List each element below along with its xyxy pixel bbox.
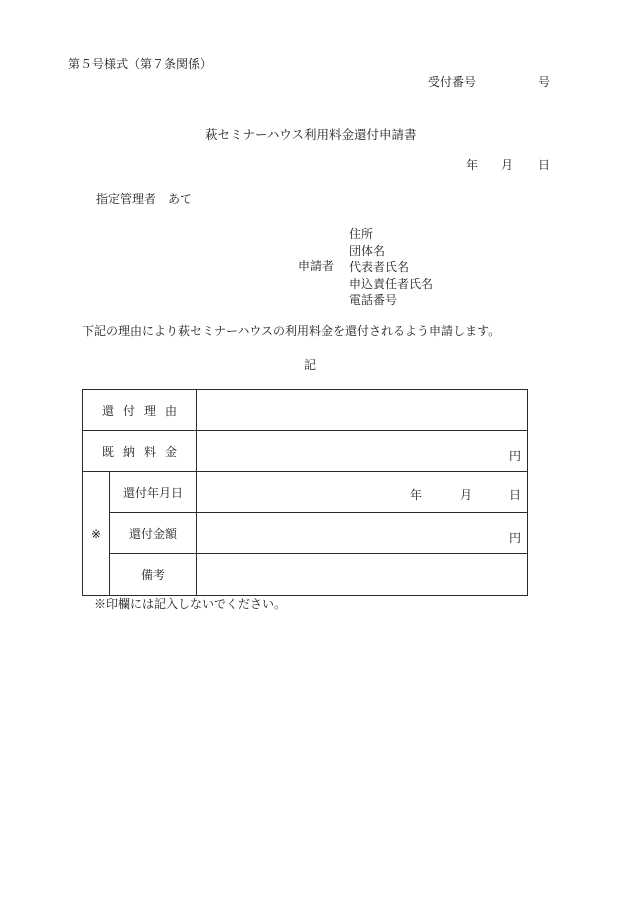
addressee: 指定管理者 あて (96, 192, 193, 206)
refund-date-month: 月 (460, 488, 473, 502)
refund-date-year: 年 (410, 488, 423, 502)
applicant-fields (349, 226, 433, 309)
refund-date-row (83, 472, 528, 513)
reason-row (83, 390, 528, 431)
paid-fee-row (83, 431, 528, 472)
form-number: 第５号様式（第７条関係） (68, 57, 213, 71)
date-day: 日 (538, 158, 551, 172)
applicant-phone: 電話番号 (349, 293, 398, 307)
ki-heading: 記 (304, 358, 317, 372)
paid-fee-label: 既納料金 (83, 431, 197, 472)
refund-amount-field[interactable] (197, 513, 528, 554)
remarks-row (83, 554, 528, 596)
refund-date-field[interactable] (197, 472, 528, 513)
reason-field[interactable] (197, 390, 528, 431)
refund-date-day: 日 (509, 488, 522, 502)
refund-date-label: 還付年月日 (110, 472, 197, 513)
application-statement: 下記の理由により萩セミナーハウスの利用料金を還付されるよう申請します。 (82, 324, 501, 338)
paid-fee-field[interactable] (197, 431, 528, 472)
refund-amount-yen: 円 (509, 531, 522, 545)
refund-amount-label: 還付金額 (110, 513, 197, 554)
date-year: 年 (466, 158, 479, 172)
applicant-organization: 団体名 (349, 243, 386, 258)
applicant-label: 申請者 (298, 259, 335, 273)
office-use-mark: ※ (83, 472, 110, 596)
reception-number-suffix: 号 (538, 75, 551, 89)
date-month: 月 (501, 158, 514, 172)
applicant-representative: 代表者氏名 (349, 260, 410, 274)
reason-label: 還付理由 (83, 390, 197, 431)
paid-fee-yen: 円 (509, 449, 522, 463)
applicant-responsible-person: 申込責任者氏名 (349, 276, 434, 291)
remarks-field[interactable] (197, 554, 528, 596)
refund-amount-row (83, 513, 528, 554)
footnote: ※印欄には記入しないでください。 (94, 597, 287, 611)
reception-number-label: 受付番号 (428, 75, 477, 89)
remarks-label: 備考 (110, 554, 197, 596)
applicant-address: 住所 (349, 227, 374, 241)
document-title: 萩セミナーハウス利用料金還付申請書 (205, 127, 417, 142)
refund-form-table (82, 389, 528, 596)
